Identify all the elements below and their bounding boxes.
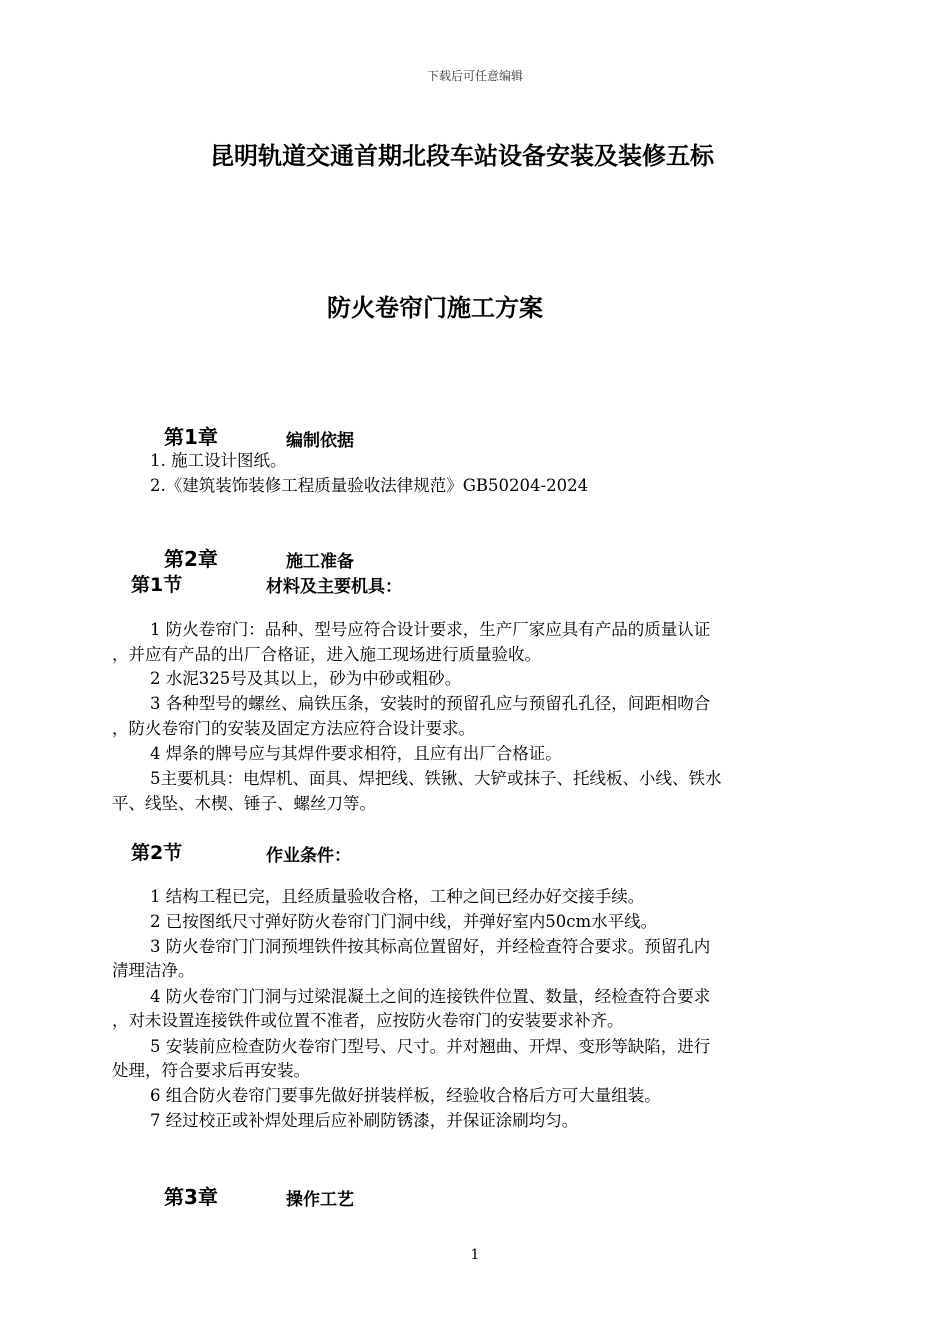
- section-2-number: 第2节: [131, 842, 183, 864]
- paragraph-line: 2 水泥325号及其以上，砂为中砂或粗砂。: [150, 669, 462, 688]
- paragraph-line: 1 防火卷帘门：品种、型号应符合设计要求，生产厂家应具有产品的质量认证: [150, 620, 711, 639]
- list-item: 2.《建筑装饰装修工程质量验收法律规范》GB50204-2024: [150, 476, 589, 495]
- list-item: 1. 施工设计图纸。: [150, 451, 287, 470]
- paragraph-line: 5 安装前应检查防火卷帘门型号、尺寸。并对翘曲、开焊、变形等缺陷，进行: [150, 1037, 711, 1056]
- paragraph-line: ，对未设置连接铁件或位置不准者，应按防火卷帘门的安装要求补齐。: [112, 1011, 624, 1030]
- paragraph-line: 1 结构工程已完，且经质量验收合格，工种之间已经办好交接手续。: [150, 887, 645, 906]
- chapter-3-number: 第3章: [164, 1185, 218, 1209]
- chapter-1-title: 编制依据: [286, 431, 354, 451]
- paragraph-line: 3 各种型号的螺丝、扁铁压条，安装时的预留孔应与预留孔孔径，间距相吻合: [150, 694, 711, 713]
- chapter-2-number: 第2章: [164, 547, 218, 571]
- chapter-2-title: 施工准备: [286, 552, 354, 572]
- paragraph-line: ，并应有产品的出厂合格证，进入施工现场进行质量验收。: [112, 645, 541, 664]
- document-title: 昆明轨道交通首期北段车站设备安装及装修五标: [210, 142, 714, 170]
- section-1-title: 材料及主要机具：: [266, 577, 402, 597]
- page-header: 下载后可任意编辑: [426, 69, 523, 83]
- paragraph-line: 3 防火卷帘门门洞预埋铁件按其标高位置留好，并经检查符合要求。预留孔内: [150, 937, 711, 956]
- chapter-1-number: 第1章: [164, 425, 218, 449]
- paragraph-line: 6 组合防火卷帘门要事先做好拼装样板，经验收合格后方可大量组装。: [150, 1086, 661, 1105]
- section-1-number: 第1节: [131, 574, 183, 596]
- chapter-3-title: 操作工艺: [286, 1190, 354, 1210]
- paragraph-line: ，防火卷帘门的安装及固定方法应符合设计要求。: [112, 719, 475, 738]
- document-subtitle: 防火卷帘门施工方案: [327, 294, 543, 322]
- paragraph-line: 7 经过校正或补焊处理后应补刷防锈漆，并保证涂刷均匀。: [150, 1111, 579, 1130]
- page-number: 1: [470, 1247, 480, 1263]
- section-2-title: 作业条件：: [266, 846, 351, 866]
- paragraph-line: 4 防火卷帘门门洞与过梁混凝土之间的连接铁件位置、数量，经检查符合要求: [150, 987, 711, 1006]
- paragraph-line: 清理洁净。: [112, 961, 195, 980]
- paragraph-line: 4 焊条的牌号应与其焊件要求相符，且应有出厂合格证。: [150, 744, 562, 763]
- paragraph-line: 平、线坠、木楔、锤子、螺丝刀等。: [112, 794, 376, 813]
- paragraph-line: 处理，符合要求后再安装。: [112, 1061, 310, 1080]
- paragraph-line: 2 已按图纸尺寸弹好防火卷帘门门洞中线，并弹好室内50cm水平线。: [150, 912, 658, 931]
- paragraph-line: 5主要机具：电焊机、面具、焊把线、铁锹、大铲或抹子、托线板、小线、铁水: [150, 769, 722, 788]
